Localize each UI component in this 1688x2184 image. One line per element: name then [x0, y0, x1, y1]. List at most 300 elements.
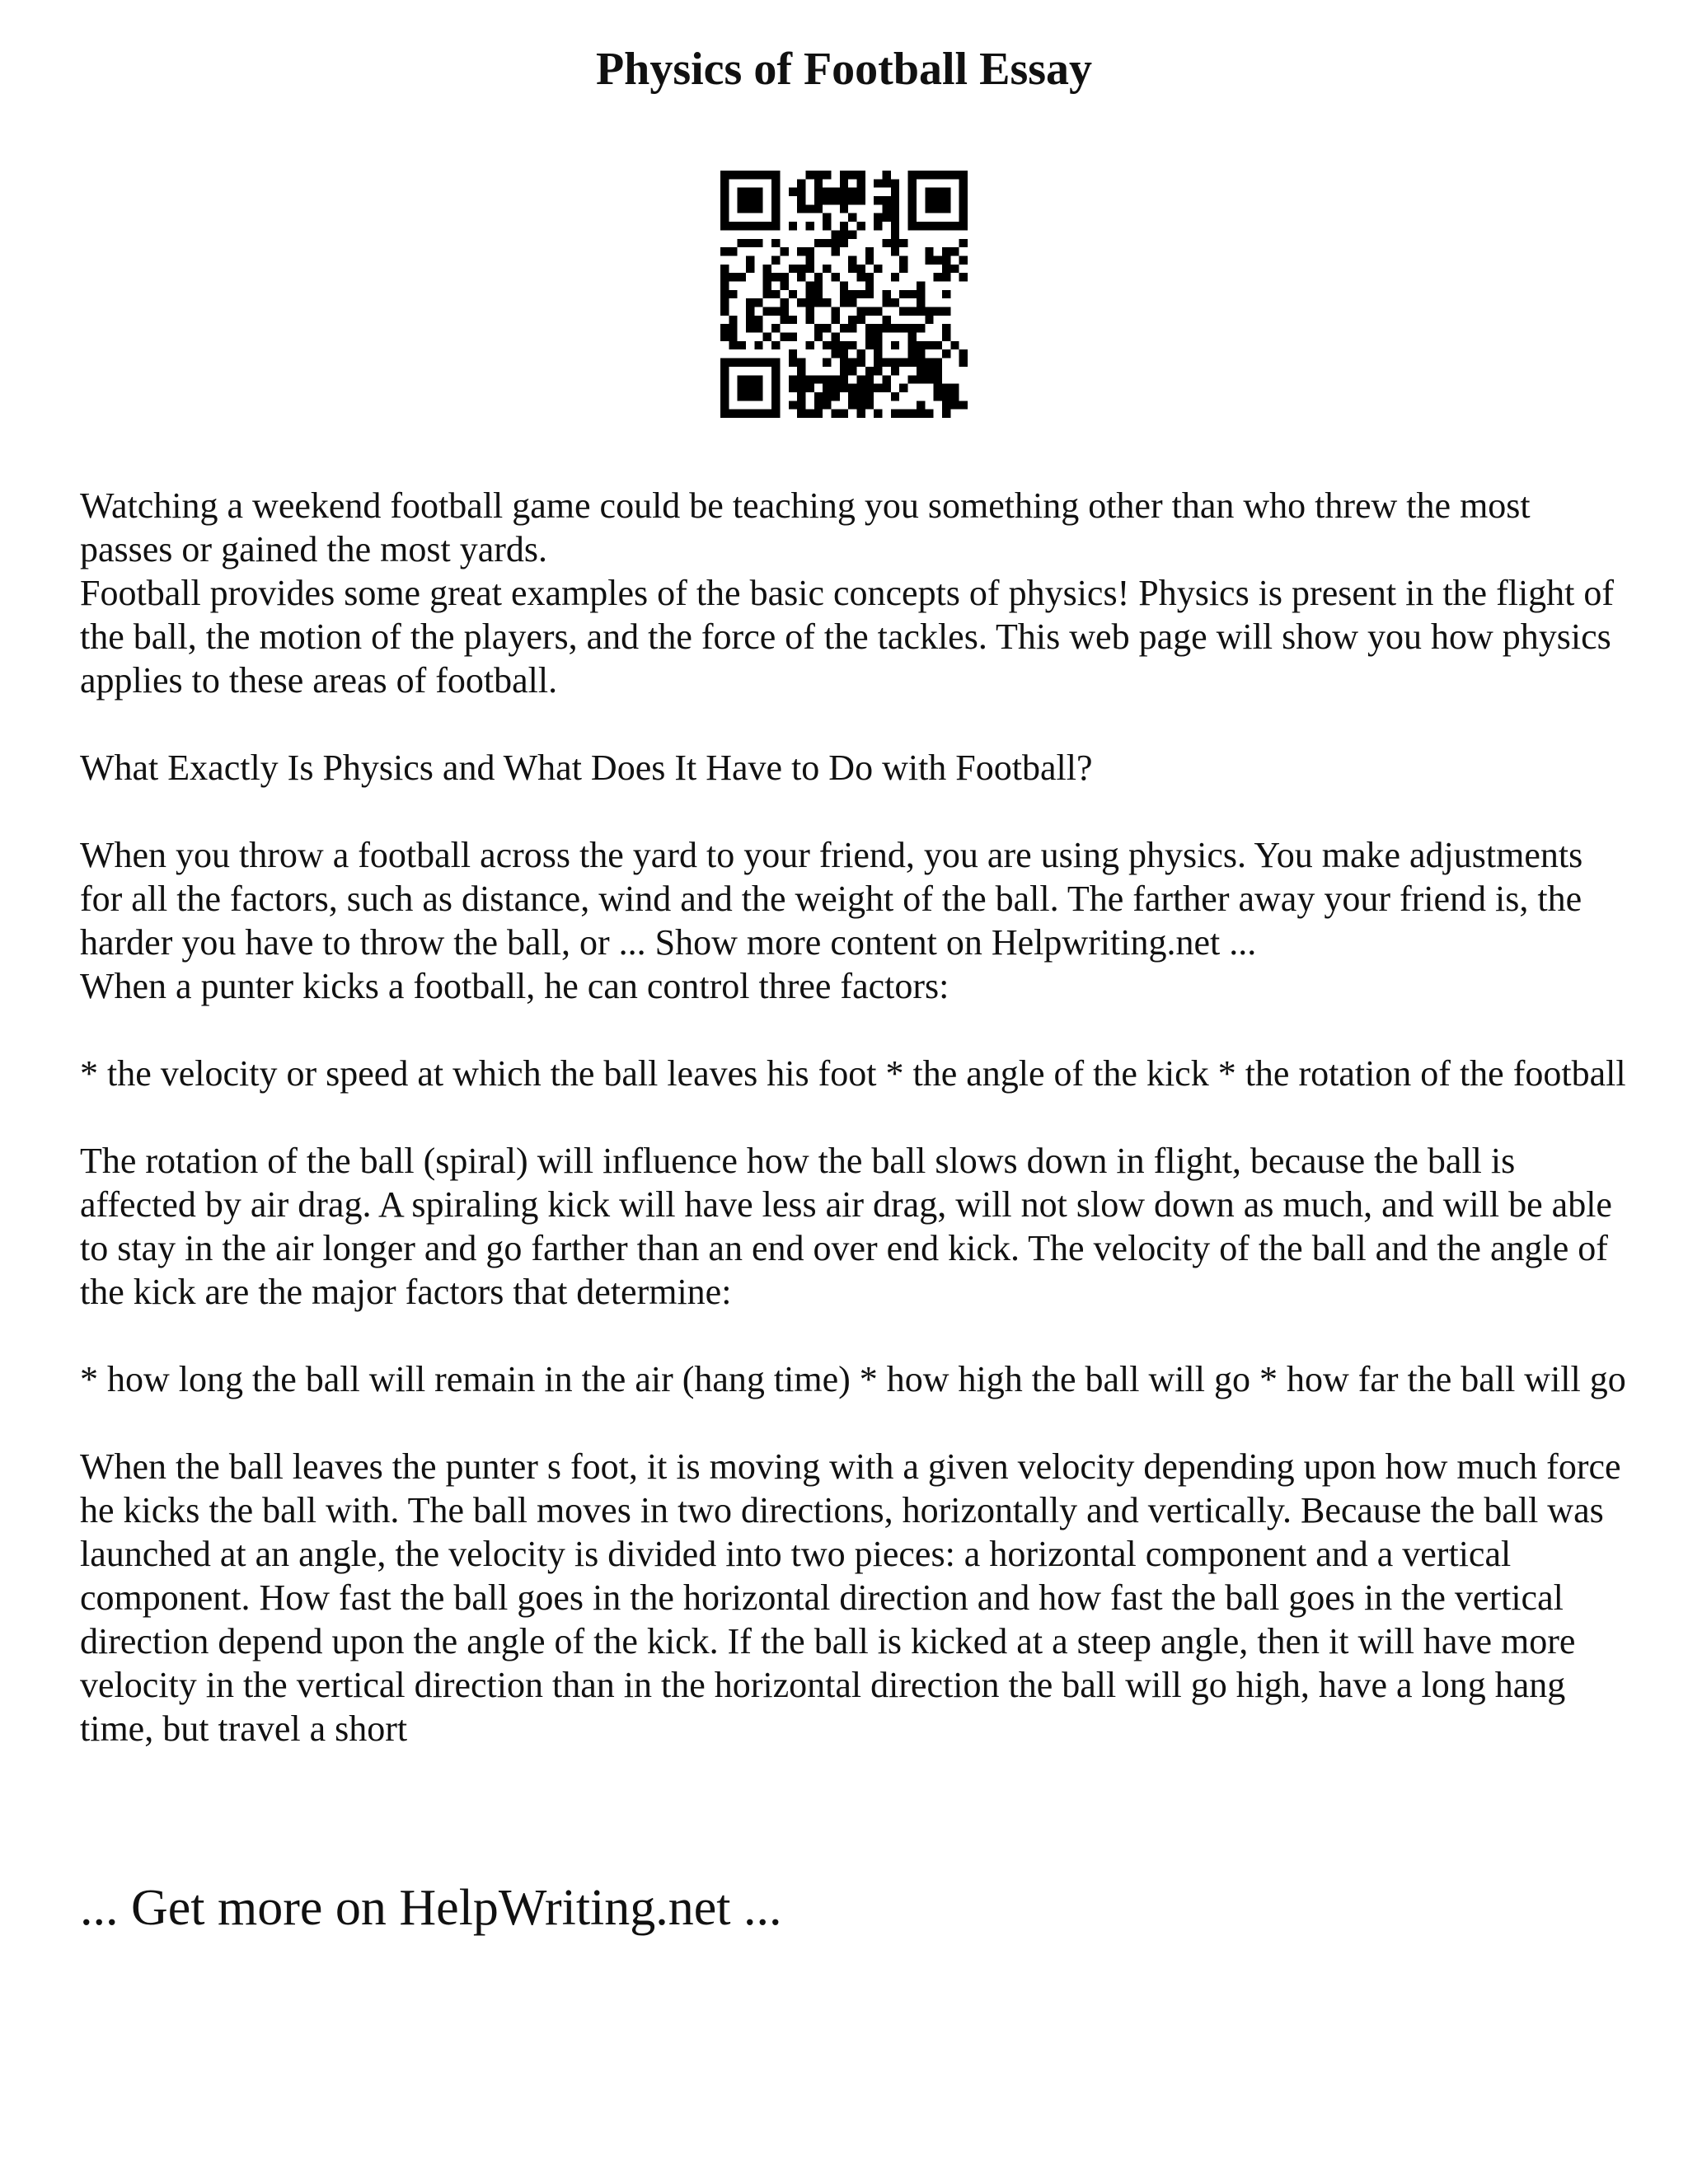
- qr-module: [771, 171, 780, 179]
- paragraph: When you throw a football across the yard to your friend, you are using physics. You make adjustments for all the factors, such as distance, wind and the weight of the ball. The farther away your friend is, the harder you have to throw the ball, or ... Show more content on Helpwriting.net ...: [80, 835, 1583, 963]
- qr-module: [738, 410, 746, 418]
- qr-module: [917, 298, 925, 307]
- qr-module: [780, 333, 788, 341]
- qr-module: [771, 341, 780, 349]
- qr-module: [925, 410, 933, 418]
- qr-module: [891, 204, 899, 213]
- qr-module: [891, 247, 899, 255]
- qr-module: [797, 298, 805, 307]
- qr-module: [763, 171, 771, 179]
- qr-module: [840, 290, 848, 298]
- qr-module: [942, 392, 950, 401]
- qr-module: [848, 188, 856, 196]
- qr-module: [908, 333, 917, 341]
- qr-module: [720, 222, 729, 230]
- qr-module: [780, 273, 788, 281]
- paragraph: Football provides some great examples of the basic concepts of physics! Physics is present in the flight of the ball, the motion of the players, and the force of the tackles. This web page will show you how physics applies to these areas of football.: [80, 573, 1615, 701]
- qr-module: [959, 171, 968, 179]
- qr-module: [857, 316, 865, 324]
- qr-module: [883, 204, 891, 213]
- qr-module: [823, 265, 831, 273]
- qr-module: [950, 222, 959, 230]
- qr-module: [720, 359, 729, 367]
- qr-module: [720, 273, 729, 281]
- bullet-list-paragraph: * how long the ball will remain in the air (hang time) * how high the ball will go * how far the ball will go: [80, 1359, 1626, 1399]
- qr-module: [797, 401, 805, 409]
- qr-module: [959, 359, 968, 367]
- qr-module: [797, 188, 805, 196]
- qr-module: [763, 307, 771, 316]
- qr-module: [797, 179, 805, 187]
- qr-module: [934, 375, 942, 383]
- qr-module: [746, 410, 754, 418]
- qr-module: [746, 359, 754, 367]
- qr-module: [848, 316, 856, 324]
- qr-module: [848, 392, 856, 401]
- qr-module: [917, 171, 925, 179]
- qr-module: [746, 255, 754, 264]
- qr-module: [934, 307, 942, 316]
- qr-module: [925, 307, 933, 316]
- qr-module: [823, 239, 831, 247]
- qr-module: [789, 359, 797, 367]
- qr-module: [848, 298, 856, 307]
- qr-module: [959, 401, 968, 409]
- qr-module: [899, 239, 907, 247]
- qr-module: [908, 375, 917, 383]
- qr-module: [814, 171, 823, 179]
- section-heading: What Exactly Is Physics and What Does It Have to Do with Football?: [80, 748, 1093, 788]
- qr-module: [950, 401, 959, 409]
- qr-module: [857, 359, 865, 367]
- qr-module: [899, 384, 907, 392]
- qr-module: [754, 239, 762, 247]
- qr-module: [883, 375, 891, 383]
- qr-module: [917, 324, 925, 332]
- qr-module: [883, 179, 891, 187]
- qr-module: [729, 333, 737, 341]
- qr-module: [797, 204, 805, 213]
- qr-module: [814, 188, 823, 196]
- qr-module: [942, 324, 950, 332]
- qr-module: [738, 188, 746, 196]
- qr-module: [917, 410, 925, 418]
- paragraph: The rotation of the ball (spiral) will influence how the ball slows down in flight, because the ball is affected by air drag. A spiraling kick will have less air drag, will not slow down as much, and will be able to stay in the air longer and go farther than an end over end kick. The velocity of the ball and the angle of the kick are the major factors that determine:: [80, 1141, 1612, 1312]
- qr-module: [908, 290, 917, 298]
- qr-module: [797, 392, 805, 401]
- qr-module: [823, 298, 831, 307]
- qr-module: [720, 265, 729, 273]
- qr-module: [729, 410, 737, 418]
- qr-module: [746, 196, 754, 204]
- qr-module: [729, 290, 737, 298]
- qr-module: [899, 290, 907, 298]
- qr-module: [771, 324, 780, 332]
- qr-module: [831, 273, 839, 281]
- qr-module: [754, 384, 762, 392]
- qr-module: [934, 188, 942, 196]
- qr-module: [840, 384, 848, 392]
- qr-module: [823, 359, 831, 367]
- qr-module: [746, 316, 754, 324]
- qr-module: [934, 367, 942, 375]
- qr-module: [805, 290, 814, 298]
- qr-module: [720, 307, 729, 316]
- qr-module: [857, 375, 865, 383]
- qr-module: [738, 392, 746, 401]
- qr-module: [763, 410, 771, 418]
- qr-module: [908, 324, 917, 332]
- qr-module: [883, 171, 891, 179]
- qr-module: [746, 222, 754, 230]
- qr-module: [797, 367, 805, 375]
- qr-module: [831, 349, 839, 358]
- qr-module: [959, 239, 968, 247]
- qr-module: [771, 375, 780, 383]
- qr-module: [771, 392, 780, 401]
- qr-module: [857, 179, 865, 187]
- qr-module: [823, 188, 831, 196]
- qr-module: [738, 196, 746, 204]
- qr-module: [891, 410, 899, 418]
- qr-module: [934, 384, 942, 392]
- qr-module: [942, 410, 950, 418]
- qr-module: [959, 204, 968, 213]
- qr-module: [848, 324, 856, 332]
- qr-module: [848, 265, 856, 273]
- qr-module: [925, 222, 933, 230]
- qr-module: [729, 171, 737, 179]
- qr-module: [763, 359, 771, 367]
- qr-module: [720, 333, 729, 341]
- qr-module: [789, 333, 797, 341]
- qr-module: [959, 179, 968, 187]
- qr-module: [874, 222, 882, 230]
- qr-module: [840, 341, 848, 349]
- qr-module: [925, 196, 933, 204]
- qr-module: [942, 255, 950, 264]
- qr-module: [959, 188, 968, 196]
- qr-module: [865, 273, 874, 281]
- qr-module: [934, 255, 942, 264]
- qr-module: [789, 384, 797, 392]
- qr-module: [720, 204, 729, 213]
- qr-module: [729, 359, 737, 367]
- qr-module: [797, 410, 805, 418]
- qr-module: [959, 222, 968, 230]
- qr-module: [908, 188, 917, 196]
- qr-module: [865, 247, 874, 255]
- qr-module: [823, 171, 831, 179]
- qr-module: [840, 204, 848, 213]
- qr-module: [754, 204, 762, 213]
- qr-module: [814, 298, 823, 307]
- qr-module: [780, 247, 788, 255]
- qr-module: [823, 324, 831, 332]
- qr-module: [934, 392, 942, 401]
- essay-body: [80, 484, 1629, 1794]
- qr-module: [754, 392, 762, 401]
- qr-module: [780, 307, 788, 316]
- qr-module: [950, 171, 959, 179]
- qr-module: [831, 316, 839, 324]
- qr-module: [763, 273, 771, 281]
- qr-module: [934, 204, 942, 213]
- qr-module: [874, 333, 882, 341]
- qr-module: [874, 384, 882, 392]
- qr-module: [917, 222, 925, 230]
- qr-module: [848, 171, 856, 179]
- qr-module: [942, 196, 950, 204]
- qr-module: [959, 196, 968, 204]
- qr-module: [865, 392, 874, 401]
- qr-module: [789, 401, 797, 409]
- qr-module: [720, 384, 729, 392]
- qr-module: [848, 359, 856, 367]
- qr-module: [771, 401, 780, 409]
- qr-module: [831, 410, 839, 418]
- qr-module: [797, 247, 805, 255]
- qr-module: [891, 222, 899, 230]
- qr-module: [746, 307, 754, 316]
- qr-module: [763, 265, 771, 273]
- qr-module: [840, 298, 848, 307]
- qr-module: [899, 410, 907, 418]
- qr-module: [883, 316, 891, 324]
- qr-module: [883, 290, 891, 298]
- qr-module: [720, 410, 729, 418]
- qr-module: [942, 204, 950, 213]
- qr-module: [934, 273, 942, 281]
- qr-module: [805, 171, 814, 179]
- qr-module: [754, 341, 762, 349]
- qr-module: [874, 349, 882, 358]
- qr-module: [857, 222, 865, 230]
- qr-module: [814, 179, 823, 187]
- qr-module: [780, 316, 788, 324]
- qr-module: [771, 204, 780, 213]
- qr-module: [720, 281, 729, 289]
- qr-module: [848, 255, 856, 264]
- qr-module: [746, 384, 754, 392]
- qr-module: [908, 349, 917, 358]
- qr-module: [865, 367, 874, 375]
- qr-module: [865, 333, 874, 341]
- qr-module: [917, 359, 925, 367]
- qr-module: [874, 367, 882, 375]
- qr-module: [746, 171, 754, 179]
- qr-module: [831, 375, 839, 383]
- qr-module: [746, 392, 754, 401]
- qr-module: [814, 204, 823, 213]
- qr-module: [738, 222, 746, 230]
- qr-module: [780, 281, 788, 289]
- qr-module: [874, 410, 882, 418]
- qr-module: [848, 213, 856, 222]
- qr-module: [857, 384, 865, 392]
- qr-module: [720, 392, 729, 401]
- qr-module: [840, 410, 848, 418]
- qr-module: [865, 401, 874, 409]
- qr-module: [908, 171, 917, 179]
- qr-module: [857, 392, 865, 401]
- qr-module: [738, 171, 746, 179]
- qr-module: [771, 359, 780, 367]
- qr-module: [823, 375, 831, 383]
- qr-module: [857, 290, 865, 298]
- qr-module: [720, 401, 729, 409]
- qr-module: [899, 255, 907, 264]
- qr-module: [789, 290, 797, 298]
- qr-module: [942, 290, 950, 298]
- qr-module: [771, 255, 780, 264]
- qr-module: [771, 222, 780, 230]
- qr-module: [865, 281, 874, 289]
- qr-module: [934, 341, 942, 349]
- qr-module: [831, 230, 839, 238]
- qr-module: [917, 375, 925, 383]
- qr-module: [805, 222, 814, 230]
- qr-module: [865, 324, 874, 332]
- qr-module: [857, 410, 865, 418]
- qr-module: [840, 196, 848, 204]
- qr-module: [738, 375, 746, 383]
- qr-module: [950, 392, 959, 401]
- qr-module: [925, 255, 933, 264]
- qr-module: [891, 179, 899, 187]
- qr-module: [840, 239, 848, 247]
- qr-module: [754, 196, 762, 204]
- qr-module: [840, 222, 848, 230]
- qr-module: [771, 307, 780, 316]
- qr-module: [950, 384, 959, 392]
- qr-module: [738, 273, 746, 281]
- qr-module: [738, 384, 746, 392]
- qr-module: [805, 298, 814, 307]
- qr-module: [763, 222, 771, 230]
- qr-module: [746, 324, 754, 332]
- qr-module: [823, 222, 831, 230]
- qr-module: [908, 222, 917, 230]
- qr-module: [763, 333, 771, 341]
- qr-module: [857, 171, 865, 179]
- qr-module: [746, 298, 754, 307]
- qr-module: [771, 196, 780, 204]
- qr-module: [763, 290, 771, 298]
- qr-module: [754, 375, 762, 383]
- qr-module: [771, 384, 780, 392]
- qr-module: [942, 265, 950, 273]
- qr-module: [823, 384, 831, 392]
- qr-module: [754, 359, 762, 367]
- qr-module: [891, 298, 899, 307]
- qr-module: [899, 307, 907, 316]
- qr-module: [865, 307, 874, 316]
- qr-module: [942, 171, 950, 179]
- qr-module: [789, 188, 797, 196]
- qr-module: [805, 307, 814, 316]
- qr-module: [908, 204, 917, 213]
- qr-module: [729, 316, 737, 324]
- qr-module: [874, 196, 882, 204]
- qr-module: [814, 273, 823, 281]
- qr-module: [738, 359, 746, 367]
- qr-module: [891, 230, 899, 238]
- qr-module: [874, 359, 882, 367]
- qr-module: [934, 222, 942, 230]
- qr-module: [805, 281, 814, 289]
- qr-module: [917, 290, 925, 298]
- qr-module: [874, 265, 882, 273]
- qr-module: [959, 255, 968, 264]
- qr-module: [771, 410, 780, 418]
- qr-module: [754, 298, 762, 307]
- qr-module: [823, 196, 831, 204]
- qr-module: [942, 307, 950, 316]
- qr-module: [874, 324, 882, 332]
- qr-module: [805, 375, 814, 383]
- qr-module: [814, 401, 823, 409]
- qr-module: [720, 213, 729, 222]
- qr-module: [891, 392, 899, 401]
- qr-module: [771, 290, 780, 298]
- qr-module: [754, 222, 762, 230]
- qr-module: [720, 367, 729, 375]
- qr-module: [908, 359, 917, 367]
- qr-module: [959, 213, 968, 222]
- qr-module: [738, 204, 746, 213]
- qr-module: [754, 324, 762, 332]
- qr-module: [840, 179, 848, 187]
- qr-module: [959, 273, 968, 281]
- qr-module: [840, 367, 848, 375]
- qr-module: [805, 255, 814, 264]
- qr-module: [738, 341, 746, 349]
- qr-module: [831, 188, 839, 196]
- paragraph: When the ball leaves the punter s foot, it is moving with a given velocity depending upon how much force he kicks the ball with. The ball moves in two directions, horizontally and vertically. Because the ball was launched at an angle, the velocity is divided into two pieces: a horizontal component and a vertical component. How fast the ball goes in the horizontal direction and how fast the ball goes in the vertical direction depend upon the angle of the kick. If the ball is kicked at a steep angle, then it will have more velocity in the vertical direction than in the horizontal direction the ball will go high, have a long hang time, but travel a short: [80, 1446, 1621, 1749]
- qr-module: [720, 171, 729, 179]
- qr-module: [771, 273, 780, 281]
- qr-module: [729, 273, 737, 281]
- qr-module: [925, 375, 933, 383]
- qr-module: [925, 341, 933, 349]
- qr-module: [857, 196, 865, 204]
- qr-module: [917, 349, 925, 358]
- qr-module: [942, 273, 950, 281]
- get-more-link[interactable]: ... Get more on HelpWriting.net ...: [80, 1880, 782, 1936]
- qr-module: [857, 265, 865, 273]
- qr-module: [959, 349, 968, 358]
- qr-module: [950, 265, 959, 273]
- qr-module: [942, 384, 950, 392]
- qr-module: [771, 179, 780, 187]
- qr-module: [814, 333, 823, 341]
- qr-module: [805, 316, 814, 324]
- qr-module: [934, 359, 942, 367]
- qr-module: [857, 401, 865, 409]
- qr-module: [763, 281, 771, 289]
- qr-module: [857, 273, 865, 281]
- qr-module: [831, 392, 839, 401]
- qr-module: [891, 239, 899, 247]
- qr-module: [874, 213, 882, 222]
- qr-module: [899, 359, 907, 367]
- qr-module: [848, 341, 856, 349]
- qr-module: [883, 239, 891, 247]
- qr-module: [925, 247, 933, 255]
- bullet-list-paragraph: * the velocity or speed at which the ball leaves his foot * the angle of the kick * the rotation of the football: [80, 1053, 1626, 1094]
- qr-module: [899, 324, 907, 332]
